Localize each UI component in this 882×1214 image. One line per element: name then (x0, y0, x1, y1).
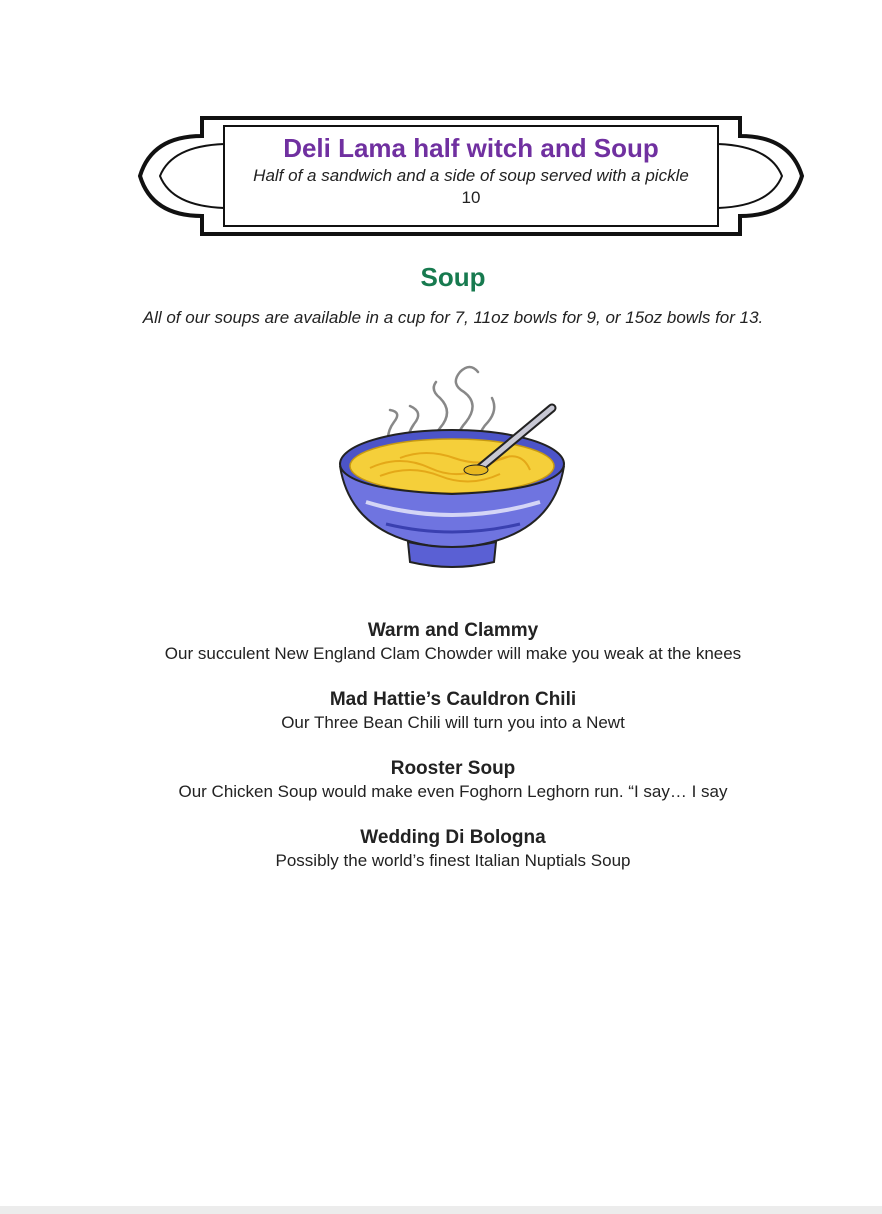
soup-description: Our Chicken Soup would make even Foghorn Leghorn run. “I say… I say (178, 782, 728, 801)
list-item (0, 618, 882, 665)
soup-bowl-icon (330, 352, 574, 578)
list-item (0, 825, 882, 872)
section-title: Soup (420, 262, 486, 292)
soup-name: Mad Hattie’s Cauldron Chili (329, 689, 577, 710)
special-banner (130, 114, 812, 238)
special-title: Deli Lama half witch and Soup (283, 133, 659, 163)
soup-description: Possibly the world’s finest Italian Nuptials Soup (275, 851, 631, 870)
list-item (0, 687, 882, 734)
soup-name: Warm and Clammy (367, 620, 539, 641)
list-item (0, 756, 882, 803)
page-bottom-edge (0, 1206, 882, 1214)
soup-description: Our Three Bean Chili will turn you into a Newt (281, 713, 625, 732)
soup-list (0, 618, 882, 894)
soup-name: Rooster Soup (390, 758, 516, 779)
special-text (230, 132, 712, 209)
special-description: Half of a sandwich and a side of soup served with a pickle (253, 166, 689, 185)
soup-name: Wedding Di Bologna (360, 827, 546, 848)
section-note: All of our soups are available in a cup for 7, 11oz bowls for 9, or 15oz bowls for 13. (142, 308, 764, 327)
soup-description: Our succulent New England Clam Chowder will make you weak at the knees (164, 644, 742, 663)
special-price: 10 (461, 188, 481, 207)
